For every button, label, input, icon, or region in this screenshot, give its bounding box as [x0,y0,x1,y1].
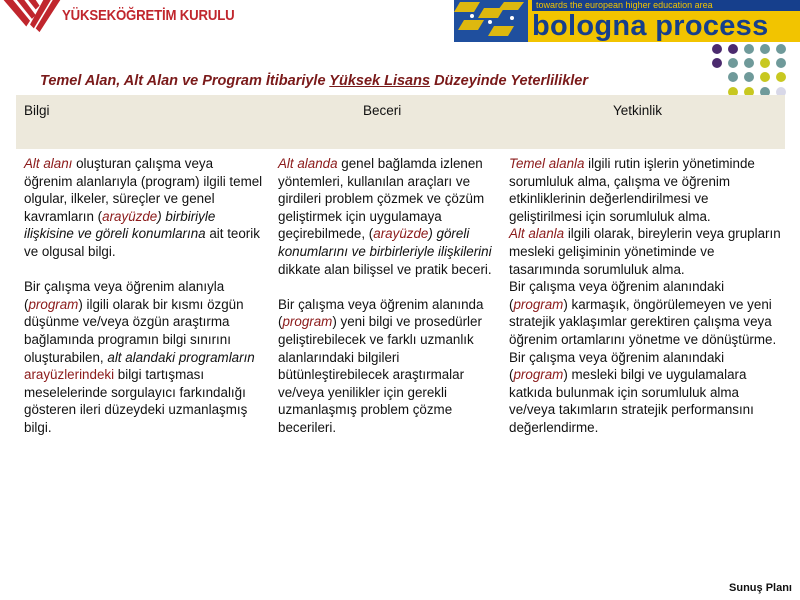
dot-icon [728,72,738,82]
qualifications-table [16,95,785,475]
dot-icon [776,44,786,54]
yetkinlik-p3-c: ) karmaşık, öngörülemeyen ve yeni stratejik yaklaşımlar gerektiren çalışma veya öğrenim ortamlarını yönetme ve dönüştürme. [509,296,777,347]
yok-logo-text: YÜKSEKÖĞRETİM KURULU [62,7,235,24]
yok-logo-icon [0,0,62,34]
beceri-p1-b: genel bağlamda izlenen yöntemleri, kullanılan araçları ve girdileri problem çözmek ve çözüm geliştirmek için uygulamaya geçirebilmede, ( [278,156,485,242]
slide-title-part2: Düzeyinde Yeterlilikler [430,73,589,89]
beceri-cell [278,155,498,437]
beceri-p2-c: ) yeni bilgi ve prosedürler geliştirebilecek ve farklı uzmanlık alanlarındaki bilgileri bütünleştirebilecek araştırmalar ve/veya yenilikler için gerekli uzmanlaşmış problem çözme becerileri. [278,314,482,435]
bilgi-cell [24,155,264,437]
bilgi-p2-d: alt alandaki programların [107,349,255,365]
bilgi-p1-c: arayüzde [102,208,158,224]
bilgi-p2-b: program [28,296,79,312]
beceri-p2-a: Bir çalışma veya öğrenim alanında ( [278,296,484,330]
dot-icon [744,44,754,54]
yetkinlik-p3-b: program [513,296,564,312]
yetkinlik-p4-b: program [513,367,564,383]
dot-icon [760,72,770,82]
beceri-p1-a: Alt alanda [278,156,338,171]
bilgi-p1-b: oluşturan çalışma veya öğrenim alanlarıyla (program) ilgili temel olgular, ilkeler, süreçler ve genel kavramların ( [24,156,263,224]
bilgi-p2-c: ) ilgili olarak bir kısmı özgün düşünme ve/veya özgün araştırma bağlamında programın bilgi sınırını oluşturabilen, [24,296,244,365]
beceri-p2-b: program [282,314,333,330]
beceri-p1-e: dikkate alan bilişsel ve pratik beceri. [278,261,492,277]
beceri-p1-d: ) göreli konumlarını ve birbirleriyle ilişkilerini [278,226,492,259]
bilgi-paragraph-1 [24,155,264,261]
bilgi-p2-a: Bir çalışma veya öğrenim alanıyla ( [24,279,225,312]
dot-icon [760,44,770,54]
bilgi-p1-d: ) birbiriyle ilişkisine ve göreli konumlarına [24,208,216,242]
bologna-banner [454,0,800,42]
bilgi-p2-f: bilgi tartışması meselelerinde sorgulayıcı farkındalığı gösteren ileri düzeydeki uzmanlaşmış bilgi. [24,367,248,435]
yetkinlik-p1-a: Temel alanla [509,156,585,171]
beceri-p1-c: arayüzde [373,226,429,242]
slide-title-level: Yüksek Lisans [329,73,431,89]
bilgi-paragraph-2 [24,278,264,436]
column-header-yetkinlik: Yetkinlik [613,103,663,118]
yetkinlik-paragraph-2 [509,225,781,278]
yetkinlik-paragraph-4 [509,349,781,437]
table-header [16,95,785,149]
slide-title [40,73,588,89]
dot-icon [776,58,786,68]
sunus-plani-link[interactable]: Sunuş Planı [729,582,792,594]
bilgi-p1-a: Alt alanı [24,156,73,171]
yetkinlik-paragraph-1 [509,155,781,225]
dot-icon [728,58,738,68]
yetkinlik-p1-b: ilgili rutin işlerin yönetiminde sorumluluk alma, çalışma ve öğrenim etkinliklerinin değerlendirilmesi ve geliştirilmesi için sorumluluk alma. [509,156,755,224]
bologna-tagline: towards the european higher education area [532,0,800,11]
beceri-paragraph-2 [278,296,498,437]
column-header-bilgi: Bilgi [24,103,50,118]
yetkinlik-paragraph-3 [509,278,781,348]
yetkinlik-p2-b: ilgili olarak, bireylerin veya grupların mesleki gelişiminin yönetiminde ve tasarımında sorumluluk alma. [509,226,781,277]
bilgi-p2-e: arayüzlerindeki [24,367,115,383]
slide-title-part1: Temel Alan, Alt Alan ve Program İtibariyle [40,73,330,89]
bologna-title: bologna process [532,10,769,42]
dot-icon [712,44,722,54]
eu-flag-graphic [454,0,528,42]
dot-icon [744,58,754,68]
yetkinlik-cell [509,155,781,437]
dot-icon [744,72,754,82]
dot-icon [760,58,770,68]
column-header-beceri: Beceri [363,103,402,118]
beceri-paragraph-1 [278,155,498,278]
yetkinlik-p4-a: Bir çalışma veya öğrenim alanındaki ( [509,349,725,383]
yetkinlik-p4-c: ) mesleki bilgi ve uygulamalara katkıda bulunmak için sorumluluk alma ve/veya takımların stratejik performansını değerlendirme. [509,367,754,435]
dot-icon [728,44,738,54]
dot-icon [776,72,786,82]
dot-icon [712,58,722,68]
yetkinlik-p3-a: Bir çalışma veya öğrenim alanındaki ( [509,279,725,312]
yetkinlik-p2-a: Alt alanla [509,226,565,242]
bilgi-p1-e: ait teorik ve olgusal bilgi. [24,226,260,259]
